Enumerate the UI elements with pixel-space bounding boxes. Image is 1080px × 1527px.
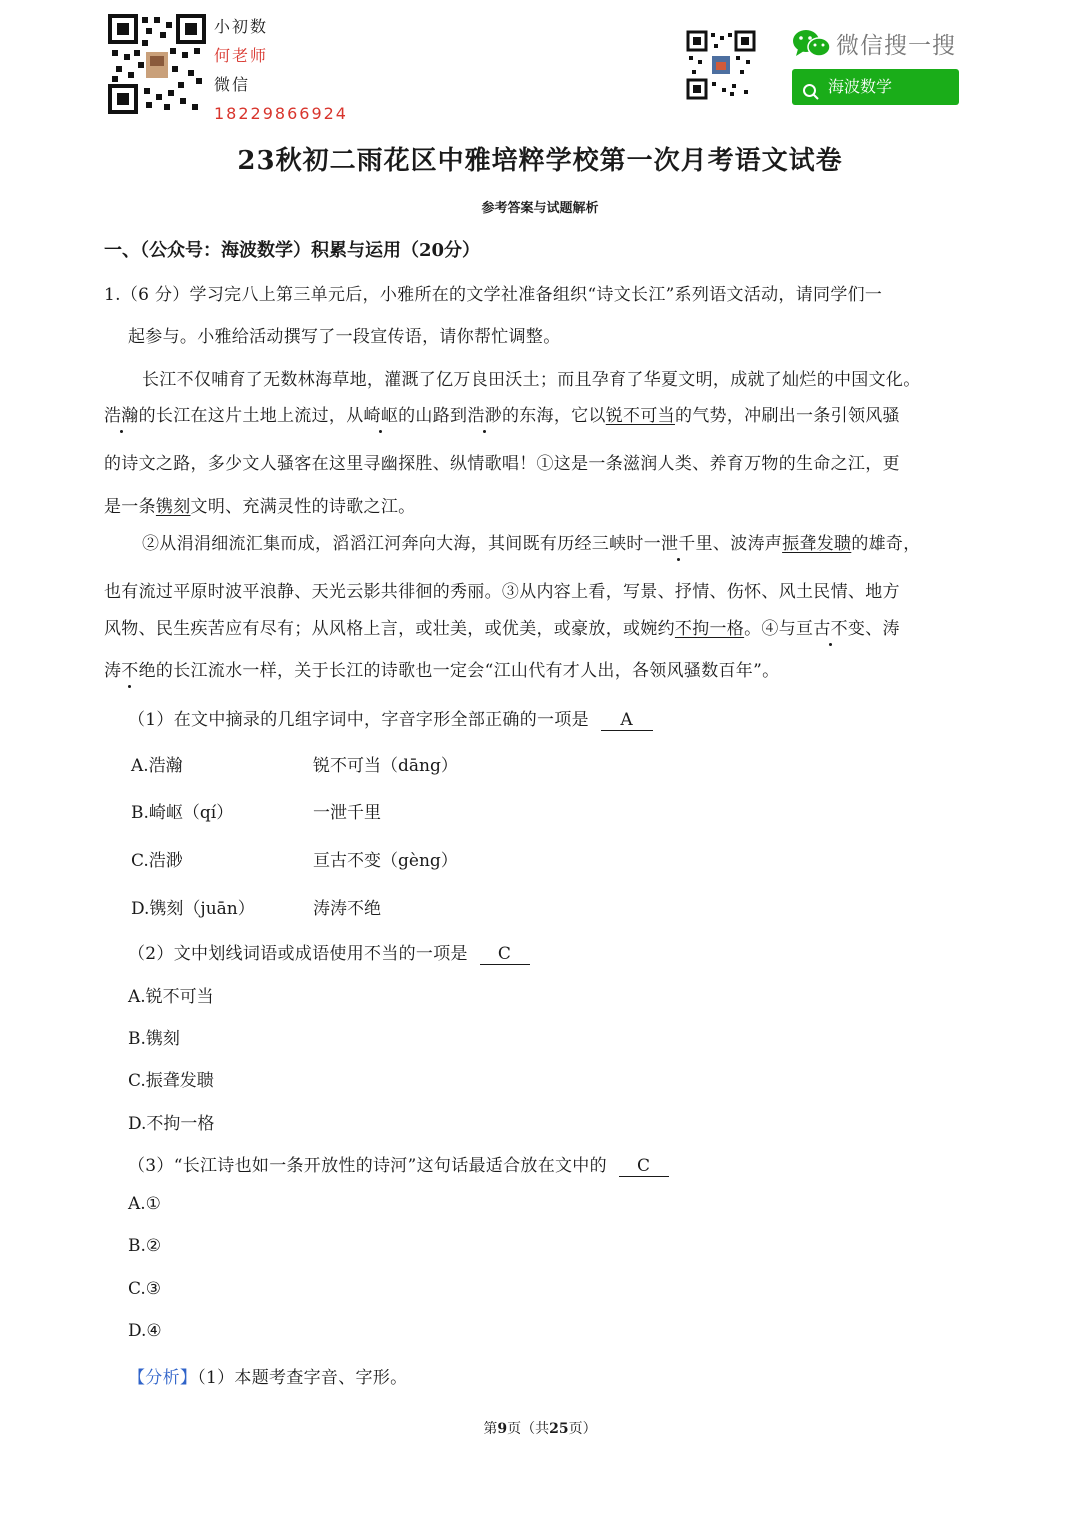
passage-text: 的长江在这片土地上流过，从 (138, 406, 364, 426)
analysis-line (128, 1363, 407, 1388)
passage-p1-line-3: 的诗文之路，多少文人骚客在这里寻幽探胜、纵情歌唱！①这是一条滋润人类、养育万物的生命之江，更 (104, 454, 900, 474)
passage-text: 的东海，它以 (501, 406, 606, 426)
contact-info (214, 12, 348, 128)
analysis-text: （1）本题考查字音、字形。 (197, 1368, 408, 1388)
sub3-option-b: B.② (128, 1236, 162, 1256)
page-title: 23秋初二雨花区中雅培粹学校第一次月考语文试卷 (237, 146, 843, 176)
question-1-stem-line-2: 起参与。小雅给活动撰写了一段宣传语，请你帮忙调整。 (128, 327, 561, 347)
dotted-word: 一泄千里 (643, 534, 713, 554)
passage-text: 的长江流水一样，关于长江的诗歌也一定会“江山代有才人出，各领风骚数百年”。 (155, 661, 780, 681)
page-subtitle: 参考答案与试题解析 (481, 201, 599, 216)
analysis-tag: 【分析】 (128, 1368, 198, 1388)
passage-p1-line-1: 长江不仅哺育了无数林海草地，灌溉了亿万良田沃土；而且孕育了华夏文明，成就了灿烂的中国文化。 (142, 370, 921, 390)
dotted-word: 亘古不变 (796, 619, 866, 639)
sub1-option-d-left: D.镌刻（juān） (131, 899, 255, 919)
contact-line-2: 何老师 (214, 46, 269, 65)
qr-code-mini-program (686, 30, 756, 100)
passage-text: 的山路到 (398, 406, 468, 426)
sub2-option-c: C.振聋发聩 (128, 1071, 214, 1091)
wechat-search-label: 微信搜一搜 (836, 33, 956, 59)
sub1-option-d-right: 涛涛不绝 (313, 899, 381, 919)
wechat-logo-icon (792, 28, 832, 64)
footer-page-number: 9 (497, 1421, 508, 1437)
contact-line-3: 微信 (214, 75, 251, 94)
section-heading: 一、（公众号：海波数学）积累与运用（20分） (104, 240, 481, 261)
sub3-option-d: D.④ (128, 1321, 162, 1341)
passage-p1-line-2 (104, 401, 900, 426)
passage-p2-line-3 (104, 614, 900, 639)
footer-prefix: 第 (483, 1421, 498, 1437)
sub-question-3-stem (128, 1151, 669, 1177)
sub1-option-a-left: A.浩瀚 (131, 756, 183, 776)
passage-p2-line-4 (104, 656, 779, 681)
passage-text: 风物、民生疾苦应有尽有；从风格上言，或壮美，或优美，或豪放，或婉约 (104, 619, 675, 639)
search-keyword-label: 海波数学 (828, 77, 893, 96)
sub-question-1-stem (128, 705, 653, 731)
passage-text: 文明、充满灵性的诗歌之江。 (190, 497, 416, 517)
dotted-word: 崎岖 (363, 406, 399, 426)
sub1-option-a-right: 锐不可当（dāng） (313, 756, 458, 776)
footer-suffix: 页） (568, 1421, 597, 1437)
contact-line-1: 小初数 (214, 17, 269, 36)
sub1-option-c-left: C.浩渺 (131, 851, 183, 871)
answer-blank: C (619, 1156, 669, 1177)
search-icon (802, 78, 820, 114)
passage-text: 。④与 (744, 619, 797, 639)
sub-question-2-stem (128, 939, 530, 965)
passage-text: 、波涛声 (712, 534, 783, 554)
search-keyword-button[interactable] (792, 69, 959, 105)
dotted-word: 涛不绝 (104, 661, 156, 681)
sub1-option-b-left: B.崎岖（qí） (131, 803, 234, 823)
footer-mid: 页（共 (507, 1421, 550, 1437)
underlined-word: 不拘一格 (674, 619, 745, 639)
sub1-option-c-right: 亘古不变（gèng） (313, 851, 458, 871)
passage-text: 的气势，冲刷出一条引领风骚 (674, 406, 900, 426)
passage-text: ②从涓涓细流汇集而成，滔滔江河奔向大海，其间既有历经三峡时 (142, 534, 644, 554)
underlined-word: 振聋发聩 (782, 534, 852, 554)
sub1-option-b-right: 一泄千里 (313, 803, 381, 823)
dotted-word: 浩瀚 (104, 406, 139, 426)
footer-total-pages: 25 (549, 1421, 569, 1437)
passage-text: 的雄奇， (851, 534, 921, 554)
answer-blank: A (601, 710, 653, 731)
passage-p1-line-4 (104, 492, 415, 517)
sub2-option-b: B.镌刻 (128, 1029, 180, 1049)
contact-phone: 18229866924 (214, 104, 348, 123)
dotted-word: 浩渺 (467, 406, 502, 426)
underlined-word: 镌刻 (155, 497, 191, 517)
sub3-option-a: A.① (128, 1194, 161, 1214)
page-footer (0, 1418, 1080, 1438)
sub-question-2-text: （2）文中划线词语或成语使用不当的一项是 (128, 944, 468, 964)
answer-blank: C (480, 944, 530, 965)
sub3-option-c: C.③ (128, 1279, 162, 1299)
sub2-option-a: A.锐不可当 (128, 987, 214, 1007)
passage-p2-line-1 (142, 529, 921, 554)
passage-text: 是一条 (104, 497, 156, 517)
question-1-stem-line-1: 1.（6 分）学习完八上第三单元后，小雅所在的文学社准备组织“诗文长江”系列语文活动，请同学们一 (104, 285, 883, 305)
sub-question-1-text: （1）在文中摘录的几组字词中，字音字形全部正确的一项是 (128, 710, 589, 730)
underlined-word: 锐不可当 (605, 406, 675, 426)
passage-p2-line-2: 也有流过平原时波平浪静、天光云影共徘徊的秀丽。③从内容上看，写景、抒情、伤怀、风土民情、地方 (104, 582, 900, 602)
qr-code-contact (108, 14, 206, 114)
sub2-option-d: D.不拘一格 (128, 1114, 215, 1134)
passage-text: 、涛 (865, 619, 900, 639)
sub-question-3-text: （3）“长江诗也如一条开放性的诗河”这句话最适合放在文中的 (128, 1156, 607, 1176)
